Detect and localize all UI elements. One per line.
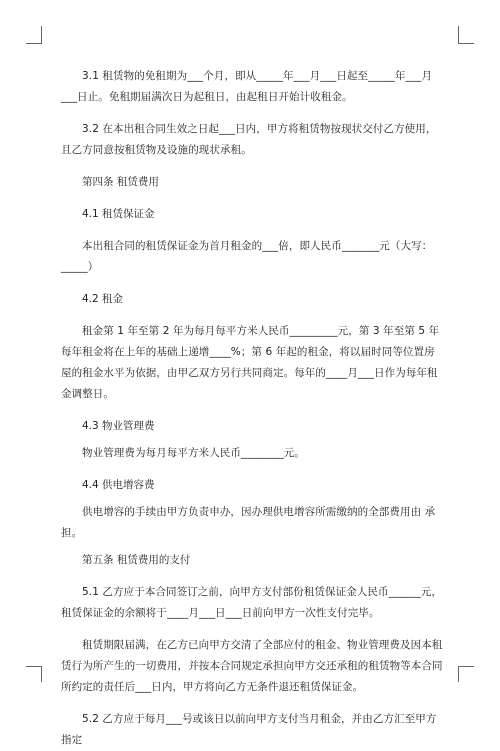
- article-4-heading: 第四条 租赁费用: [82, 176, 159, 188]
- crop-mark-top-left: [26, 26, 42, 44]
- clause-4-3-heading: 4.3 物业管理费: [82, 420, 155, 432]
- crop-mark-bottom-left: [26, 666, 42, 682]
- clause-4-2-heading: 4.2 租金: [82, 293, 124, 305]
- clause-3-1: 3.1 租赁物的免租期为___个月，即从_____年___月___日起至_____年___月___日止。免租期届满次日为起租日，由起租日开始计收租金。: [61, 70, 433, 103]
- clause-4-3-body: 物业管理费为每月每平方米人民币________元。: [82, 447, 305, 459]
- clause-4-2-body: 租金第 1 年至第 2 年为每月每平方米人民币_________元，第 3 年至第 5 年每年租金将在上年的基础上递增____%；第 6 年起的租金，将以届时同等位置房屋的租金水平为依据，由甲乙双方另行共同商定。每年的____月___日作为每年租金调整日。: [61, 325, 440, 400]
- deposit-refund-paragraph: 租赁期限届满，在乙方已向甲方交清了全部应付的租金、物业管理费及因本租赁行为所产生的一切费用，并按本合同规定承担向甲方交还承租的租赁物等本合同所约定的责任后___日内，甲方将向乙方无条件退还租赁保证金。: [61, 639, 443, 693]
- crop-mark-top-right: [458, 26, 474, 44]
- clause-4-1-heading: 4.1 租赁保证金: [82, 208, 155, 220]
- article-5-heading: 第五条 租赁费用的支付: [82, 554, 191, 566]
- document-body: [61, 66, 444, 751]
- clause-5-1: 5.1 乙方应于本合同签订之前，向甲方支付部份租赁保证金人民币______元，租赁保证金的余额将于____月___日___日前向甲方一次性支付完毕。: [61, 586, 442, 619]
- clause-4-4-heading: 4.4 供电增容费: [82, 479, 155, 491]
- clause-5-2: 5.2 乙方应于每月___号或该日以前向甲方支付当月租金，并由乙方汇至甲方指定: [61, 713, 437, 746]
- clause-4-1-body: 本出租合同的租赁保证金为首月租金的___倍，即人民币_______元（大写：_____）: [61, 240, 433, 273]
- crop-mark-bottom-right: [458, 666, 474, 682]
- clause-4-4-body: 供电增容的手续由甲方负责申办，因办理供电增容所需缴纳的全部费用由 承担。: [61, 506, 436, 539]
- clause-3-2: 3.2 在本出租合同生效之日起___日内，甲方将租赁物按现状交付乙方使用，且乙方同意按租赁物及设施的现状承租。: [61, 123, 437, 156]
